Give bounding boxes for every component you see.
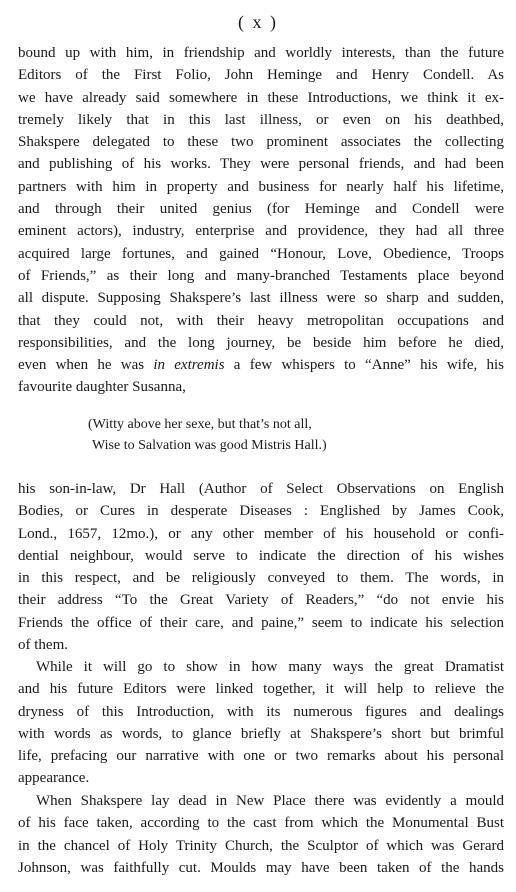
text-line: Shakspere delegated to these two prominent associates the collecting: [18, 134, 504, 151]
text-line: acquired large fortunes, and gained “Honour, Love, Obedience, Troops: [18, 245, 504, 262]
text-line: favourite daughter Susanna,: [18, 379, 186, 396]
paragraph-2: [18, 478, 504, 656]
text-line: Friends the office of their care, and paine,” seem to indicate his selection: [18, 614, 504, 631]
text-line: partners with him in property and business for nearly half his lifetime,: [18, 178, 504, 195]
text-line: that they could not, with their heavy metropolitan occupations and: [18, 312, 504, 329]
paragraph-3: [18, 656, 504, 790]
text-line: his son-in-law, Dr Hall (Author of Select Observations on English: [18, 481, 504, 497]
text-line: of them.: [18, 637, 68, 654]
text-line: in this respect, and be religiously conveyed to them. The words, in: [18, 570, 504, 587]
text-line: in the chancel of Holy Trinity Church, the Sculptor of which was Gerard: [18, 837, 504, 854]
text-line: tremely likely that in this last illness, or even on his deathbed,: [18, 111, 504, 128]
text-line: and publishing of his works. They were personal friends, and had been: [18, 156, 504, 173]
text-line: dryness of this Introduction, with its numerous figures and dealings: [18, 703, 504, 720]
paragraph-1: [18, 42, 504, 399]
text-line: Editors of the First Folio, John Heminge and Henry Condell. As: [18, 67, 504, 84]
italic-phrase: in extremis: [153, 357, 225, 374]
text-line: and his future Editors were linked together, it will help to relieve the: [18, 681, 504, 698]
text-line: While it will go to show in how many ways the great Dramatist: [36, 659, 504, 675]
text-line: of his face taken, according to the cast from which the Monumental Bust: [18, 815, 504, 832]
text-line: responsibilities, and the long journey, be beside him before he died,: [18, 334, 504, 351]
text-line: we have already said somewhere in these Introductions, we think it ex-: [18, 89, 504, 106]
text-line: When Shakspere lay dead in New Place there was evidently a mould: [36, 793, 504, 809]
paragraph-4: [18, 790, 504, 879]
text-line: dential neighbour, would serve to indicate the direction of his wishes: [18, 547, 504, 564]
text-line: appearance.: [18, 770, 90, 787]
text-line: bound up with him, in friendship and worldly interests, than the future: [18, 45, 504, 61]
text-line: Lond., 1657, 12mo.), or any other member of his household or confi-: [18, 525, 504, 542]
text-line: life, prefacing our narrative with one or two remarks about his personal: [18, 748, 504, 765]
text-line: and through their united genius (for Heminge and Condell were: [18, 201, 504, 218]
verse-line: (Witty above her sexe, but that’s not all,: [88, 417, 312, 432]
text-line: all dispute. Supposing Shakspere’s last illness were so sharp and sudden,: [18, 290, 504, 307]
text-line: their address “To the Great Variety of Readers,” “do not envie his: [18, 592, 504, 609]
verse-line: Wise to Salvation was good Mistris Hall.): [92, 438, 327, 453]
text-line: Johnson, was faithfully cut. Moulds may have been taken of the hands: [18, 859, 504, 876]
text-line: Bodies, or Cures in desperate Diseases : Englished by James Cook,: [18, 503, 504, 520]
text-line: with words as words, to glance briefly at Shakspere’s short but brimful: [18, 725, 504, 742]
text-line: even when he was in extremis a few whispers to “Anne” his wife, his: [18, 357, 504, 374]
verse-quotation: [88, 414, 488, 456]
text-line: of Friends,” as their long and many-branched Testaments place beyond: [18, 267, 504, 284]
text-line: eminent actors), industry, enterprise and providence, they had all three: [18, 223, 504, 240]
page-folio-number: ( x ): [238, 12, 278, 32]
